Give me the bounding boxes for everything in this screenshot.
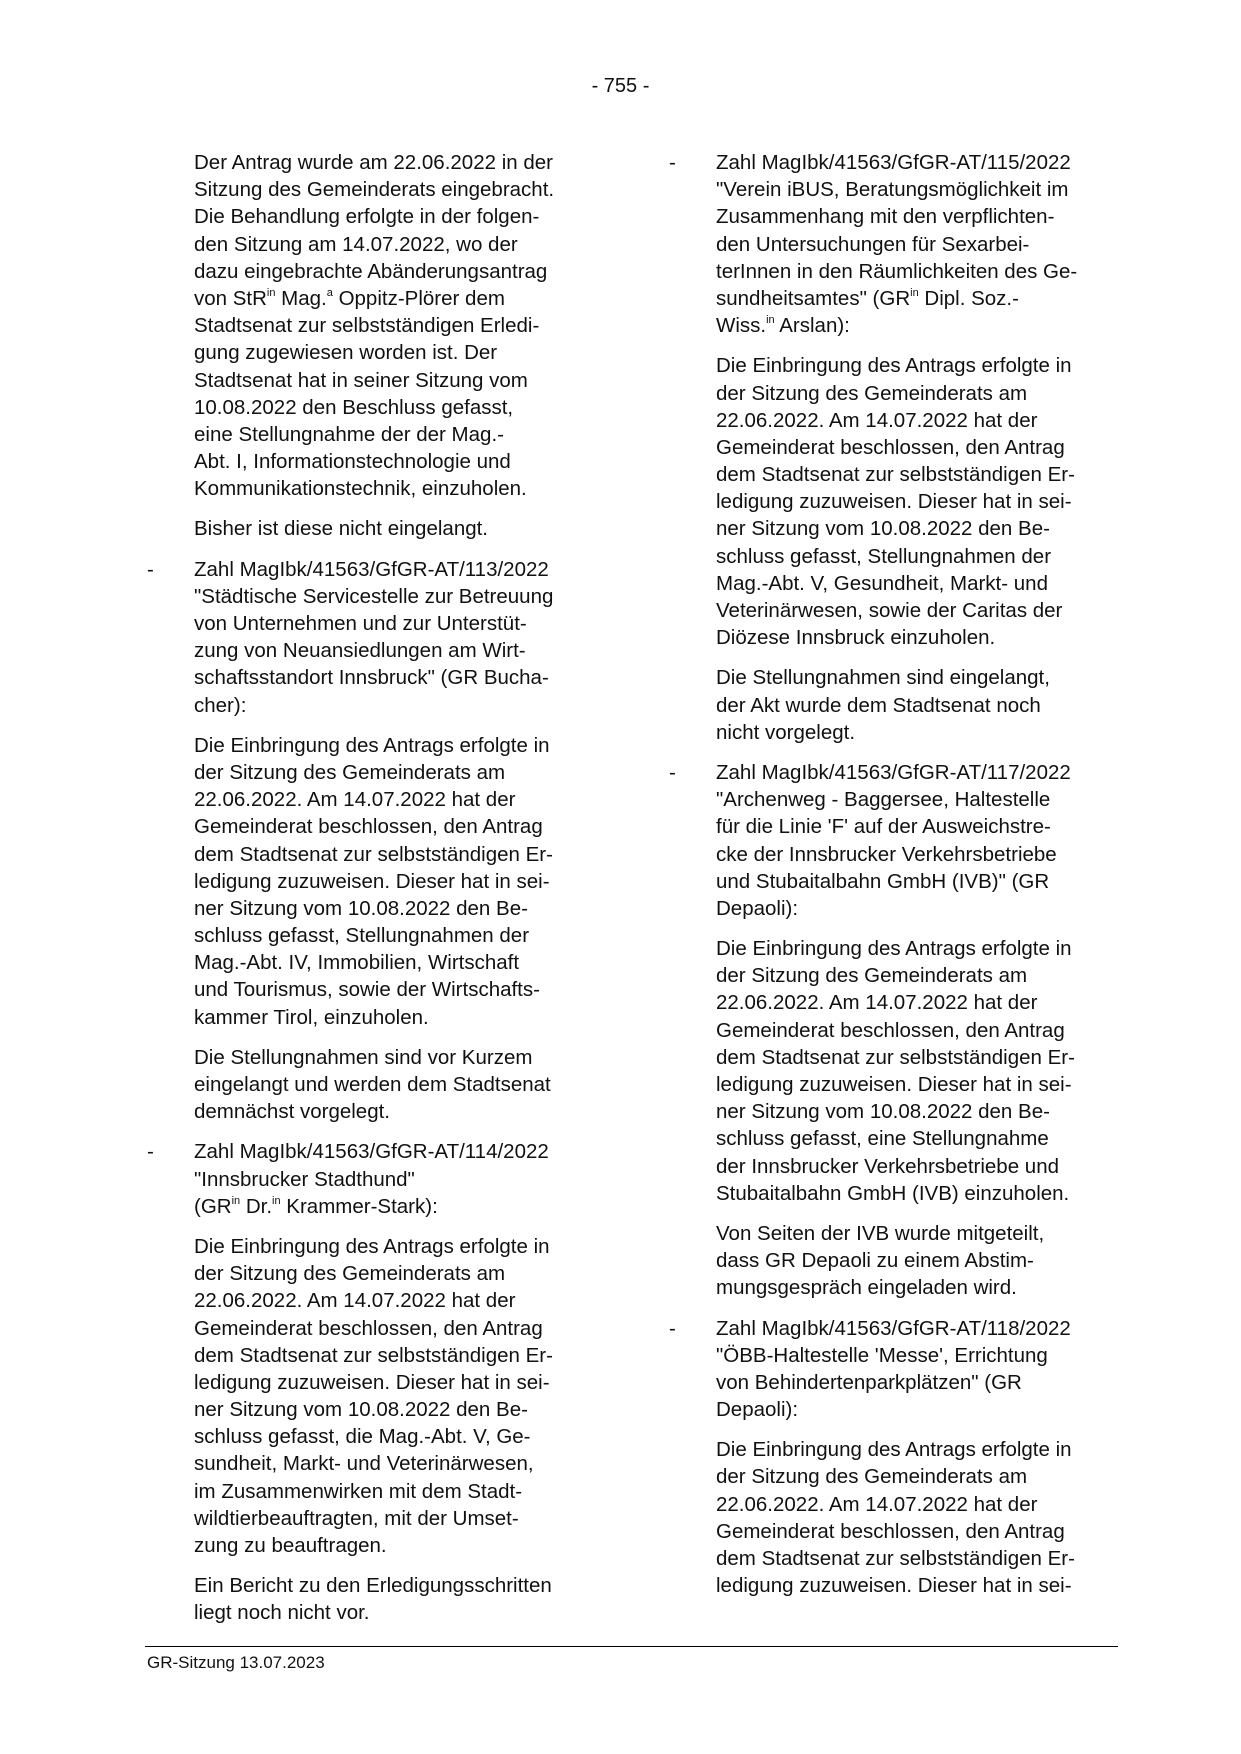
text-line: Kommunikationstechnik, einzuholen.: [194, 477, 527, 501]
footer-divider: [145, 1646, 1118, 1647]
item-heading: [716, 1315, 1121, 1424]
text-line: und Tourismus, sowie der Wirtschafts-: [194, 978, 540, 1002]
item-heading: [194, 556, 599, 719]
text-line: für die Linie 'F' auf der Ausweichstre-: [716, 815, 1051, 839]
item-paragraph: [716, 1436, 1121, 1599]
text-line: Die Einbringung des Antrags erfolgte in: [716, 937, 1072, 961]
agenda-item-114: [147, 1138, 599, 1626]
intro-status-paragraph: [194, 515, 599, 542]
text-line: ner Sitzung vom 10.08.2022 den Be-: [194, 1398, 528, 1422]
text-line: sundheitsamtes" ($GR^{in}$ Dipl. Soz.-: [716, 286, 1019, 310]
text-line: dass GR Depaoli zu einem Abstim-: [716, 1249, 1034, 1273]
text-line: schaftsstandort Innsbruck" (GR Bucha-: [194, 666, 549, 690]
text-line: Sitzung des Gemeinderats eingebracht.: [194, 178, 555, 202]
text-line: Wiss.$^{in}$ Arslan):: [716, 314, 850, 338]
text-line: von StR$^{in}$ Mag.$^a$ Oppitz-Plörer dem: [194, 286, 505, 310]
text-line: Die Einbringung des Antrags erfolgte in: [716, 1438, 1072, 1462]
text-line: Abt. I, Informationstechnologie und: [194, 450, 511, 474]
text-line: Bisher ist diese nicht eingelangt.: [194, 517, 489, 541]
text-line: Mag.-Abt. IV, Immobilien, Wirtschaft: [194, 951, 520, 975]
text-line: mungsgespräch eingeladen wird.: [716, 1276, 1017, 1300]
text-line: ner Sitzung vom 10.08.2022 den Be-: [716, 1100, 1050, 1124]
text-line: der Sitzung des Gemeinderats am: [716, 1465, 1028, 1489]
text-line: "Verein iBUS, Beratungsmöglichkeit im: [716, 178, 1069, 202]
text-line: schluss gefasst, Stellungnahmen der: [194, 924, 530, 948]
text-line: im Zusammenwirken mit dem Stadt-: [194, 1479, 523, 1503]
list-dash: -: [669, 1316, 676, 1340]
text-line: Die Einbringung des Antrags erfolgte in: [716, 354, 1072, 378]
text-line: sundheit, Markt- und Veterinärwesen,: [194, 1452, 534, 1476]
text-line: Zahl MagIbk/41563/GfGR-AT/115/2022: [716, 151, 1071, 174]
item-heading: [716, 149, 1121, 339]
text-line: "Innsbrucker Stadthund": [194, 1167, 415, 1191]
text-line: Gemeinderat beschlossen, den Antrag: [716, 1519, 1065, 1543]
text-line: demnächst vorgelegt.: [194, 1100, 391, 1124]
text-line: Die Stellungnahmen sind vor Kurzem: [194, 1045, 533, 1069]
text-line: Die Einbringung des Antrags erfolgte in: [194, 1234, 550, 1258]
text-line: 22.06.2022. Am 14.07.2022 hat der: [716, 991, 1038, 1015]
text-line: Zahl MagIbk/41563/GfGR-AT/113/2022: [194, 557, 549, 581]
text-line: Zahl MagIbk/41563/GfGR-AT/114/2022: [194, 1140, 549, 1164]
text-line: Veterinärwesen, sowie der Caritas der: [716, 599, 1063, 622]
right-column: [669, 149, 1121, 1612]
text-line: 22.06.2022. Am 14.07.2022 hat der: [194, 1289, 516, 1313]
text-line: 22.06.2022. Am 14.07.2022 hat der: [194, 788, 516, 812]
text-line: dem Stadtsenat zur selbstständigen Er-: [716, 463, 1075, 487]
text-line: Gemeinderat beschlossen, den Antrag: [194, 815, 543, 839]
list-dash: -: [669, 151, 676, 174]
item-paragraph: [194, 732, 599, 1031]
list-dash: -: [147, 1140, 154, 1164]
text-line: der Sitzung des Gemeinderats am: [194, 760, 506, 784]
text-line: ner Sitzung vom 10.08.2022 den Be-: [194, 896, 528, 920]
text-line: der Sitzung des Gemeinderats am: [194, 1262, 506, 1286]
text-line: Zahl MagIbk/41563/GfGR-AT/117/2022: [716, 760, 1071, 784]
list-dash: -: [147, 557, 154, 581]
text-line: von Unternehmen und zur Unterstüt-: [194, 612, 527, 635]
text-line: der Akt wurde dem Stadtsenat noch: [716, 693, 1041, 717]
text-line: Die Einbringung des Antrags erfolgte in: [194, 733, 550, 757]
text-line: von Behindertenparkplätzen" (GR: [716, 1370, 1022, 1394]
page-number: - 755 -: [591, 75, 650, 97]
text-line: Zahl MagIbk/41563/GfGR-AT/118/2022: [716, 1316, 1071, 1340]
item-heading: [716, 759, 1121, 922]
text-line: liegt noch nicht vor.: [194, 1601, 370, 1625]
item-paragraph: [716, 664, 1121, 746]
text-line: zung von Neuansiedlungen am Wirt-: [194, 639, 526, 663]
agenda-item-117: [669, 759, 1121, 1302]
item-paragraph: [716, 1220, 1121, 1302]
text-line: terInnen in den Räumlichkeiten des Ge-: [716, 259, 1078, 283]
text-line: der Sitzung des Gemeinderats am: [716, 964, 1028, 988]
text-line: Depaoli):: [716, 896, 799, 920]
text-line: Stubaitalbahn GmbH (IVB) einzuholen.: [716, 1181, 1070, 1205]
item-paragraph: [716, 935, 1121, 1207]
item-paragraph: [194, 1044, 599, 1126]
text-line: dazu eingebrachte Abänderungsantrag: [194, 259, 548, 283]
text-line: Stadtsenat zur selbstständigen Erledi-: [194, 314, 540, 338]
text-line: wildtierbeauftragten, mit der Umset-: [194, 1506, 519, 1530]
text-line: gung zugewiesen worden ist. Der: [194, 341, 498, 365]
text-line: der Sitzung des Gemeinderats am: [716, 381, 1028, 405]
text-line: Stadtsenat hat in seiner Sitzung vom: [194, 368, 528, 392]
text-line: 10.08.2022 den Beschluss gefasst,: [194, 395, 514, 419]
text-line: ledigung zuzuweisen. Dieser hat in sei-: [194, 869, 550, 893]
text-line: Gemeinderat beschlossen, den Antrag: [194, 1316, 543, 1340]
text-line: Gemeinderat beschlossen, den Antrag: [716, 435, 1065, 459]
text-line: ledigung zuzuweisen. Dieser hat in sei-: [194, 1370, 550, 1394]
text-line: dem Stadtsenat zur selbstständigen Er-: [716, 1547, 1075, 1570]
text-line: Depaoli):: [716, 1398, 799, 1422]
text-line: ledigung zuzuweisen. Dieser hat in sei-: [716, 1574, 1072, 1598]
text-line: eine Stellungnahme der der Mag.-: [194, 422, 504, 446]
text-line: Mag.-Abt. V, Gesundheit, Markt- und: [716, 571, 1048, 595]
text-line: "ÖBB-Haltestelle 'Messe', Errichtung: [716, 1343, 1048, 1367]
text-line: den Untersuchungen für Sexarbei-: [716, 232, 1030, 256]
text-line: cher):: [194, 693, 247, 717]
list-dash: -: [669, 760, 676, 784]
agenda-item-115: [669, 149, 1121, 746]
text-line: und Stubaitalbahn GmbH (IVB)" (GR: [716, 869, 1050, 893]
text-line: Diözese Innsbruck einzuholen.: [716, 626, 996, 650]
text-line: Zusammenhang mit den verpflichten-: [716, 205, 1055, 229]
item-paragraph: [194, 1572, 599, 1626]
text-line: ($GR^{in}$ Dr.$^{in}$ Krammer-Stark):: [194, 1194, 438, 1218]
footer-session-label: GR-Sitzung 13.07.2023: [147, 1653, 325, 1672]
text-line: dem Stadtsenat zur selbstständigen Er-: [716, 1045, 1075, 1069]
text-line: Gemeinderat beschlossen, den Antrag: [716, 1018, 1065, 1042]
text-line: 22.06.2022. Am 14.07.2022 hat der: [716, 1492, 1038, 1516]
text-line: zung zu beauftragen.: [194, 1534, 387, 1557]
intro-paragraph: [194, 149, 599, 502]
item-paragraph: [716, 352, 1121, 651]
text-line: Die Behandlung erfolgte in der folgen-: [194, 205, 540, 229]
text-line: dem Stadtsenat zur selbstständigen Er-: [194, 842, 553, 866]
agenda-item-113: [147, 556, 599, 1126]
item-heading: [194, 1138, 599, 1220]
text-line: den Sitzung am 14.07.2022, wo der: [194, 232, 518, 256]
text-line: dem Stadtsenat zur selbstständigen Er-: [194, 1343, 553, 1367]
text-line: schluss gefasst, eine Stellungnahme: [716, 1127, 1049, 1151]
text-line: ner Sitzung vom 10.08.2022 den Be-: [716, 517, 1050, 541]
text-line: "Städtische Servicestelle zur Betreuung: [194, 584, 554, 608]
text-line: Der Antrag wurde am 22.06.2022 in der: [194, 151, 553, 174]
text-line: "Archenweg - Baggersee, Haltestelle: [716, 788, 1051, 812]
text-line: Ein Bericht zu den Erledigungsschritten: [194, 1574, 552, 1598]
item-paragraph: [194, 1233, 599, 1559]
text-line: ledigung zuzuweisen. Dieser hat in sei-: [716, 490, 1072, 514]
text-line: der Innsbrucker Verkehrsbetriebe und: [716, 1154, 1060, 1178]
text-line: ledigung zuzuweisen. Dieser hat in sei-: [716, 1073, 1072, 1096]
text-line: nicht vorgelegt.: [716, 720, 856, 744]
text-line: Von Seiten der IVB wurde mitgeteilt,: [716, 1221, 1045, 1245]
text-line: eingelangt und werden dem Stadtsenat: [194, 1073, 551, 1096]
text-line: 22.06.2022. Am 14.07.2022 hat der: [716, 408, 1038, 432]
text-line: Die Stellungnahmen sind eingelangt,: [716, 666, 1050, 690]
left-column: [147, 149, 599, 1640]
text-line: cke der Innsbrucker Verkehrsbetriebe: [716, 842, 1057, 866]
text-line: schluss gefasst, Stellungnahmen der: [716, 544, 1052, 568]
agenda-item-118: [669, 1315, 1121, 1600]
text-line: schluss gefasst, die Mag.-Abt. V, Ge-: [194, 1425, 531, 1449]
text-line: kammer Tirol, einzuholen.: [194, 1005, 429, 1029]
